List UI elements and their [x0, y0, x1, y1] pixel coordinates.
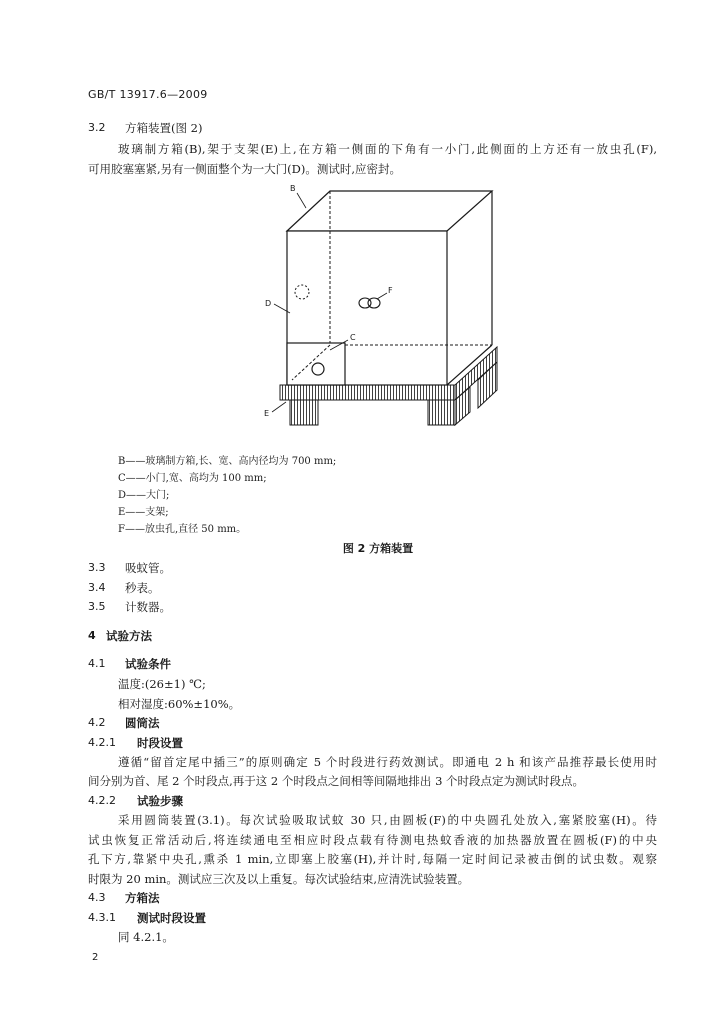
box-top-face [287, 191, 492, 231]
clause-title-3-3: 吸蚊管。 [125, 561, 171, 575]
clause-number-3-5: 3.5 [88, 600, 106, 613]
stand-left-leg [290, 400, 318, 425]
label-c: C [350, 333, 356, 342]
clause-title-4-3-1: 测试时段设置 [137, 911, 206, 925]
paragraph-line: 玻璃制方箱(B),架于支架(E)上,在方箱一侧面的下角有一小门,此侧面的上方还有一放虫孔(F), [118, 142, 657, 156]
paragraph-line: 采用圆筒装置(3.1)。每次试验吸取试蚊 30 只,由圆板(F)的中央圆孔处放入,塞紧胶塞(H)。待 [118, 813, 657, 827]
chapter-title-4: 试验方法 [106, 629, 152, 643]
standard-code-header: GB/T 13917.6—2009 [88, 88, 208, 101]
page-number: 2 [92, 952, 99, 963]
paragraph-line: 试虫恢复正常活动后,将连续通电至相应时段点载有待测电热蚊香液的加热器放置在圆板(F)的中央 [88, 833, 657, 847]
figure-legend-item: B——玻璃制方箱,长、宽、高内径均为 700 mm; [118, 456, 337, 467]
condition-humidity: 相对湿度:60%±10%。 [118, 697, 241, 711]
stand-right-leg [428, 400, 455, 425]
clause-number-3-3: 3.3 [88, 561, 106, 574]
clause-title-4-2: 圆筒法 [125, 716, 160, 730]
paragraph-line: 遵循“留首定尾中插三”的原则确定 5 个时段进行药效测试。即通电 2 h 和该产品推荐最长使用时 [118, 755, 657, 769]
paragraph-line: 同 4.2.1。 [118, 930, 174, 944]
figure-legend-item: C——小门,宽、高均为 100 mm; [118, 473, 267, 484]
paragraph-line: 时限为 20 min。测试应三次及以上重复。每次试验结束,应清洗试验装置。 [88, 872, 470, 886]
figure-legend-item: F——放虫孔,直径 50 mm。 [118, 524, 247, 535]
label-e: E [264, 409, 270, 418]
chapter-number-4: 4 [88, 629, 96, 642]
label-f: F [388, 286, 393, 295]
clause-number-4-3: 4.3 [88, 891, 106, 904]
leader-line-e [272, 402, 286, 412]
paragraph-line: 可用胶塞塞紧,另有一侧面整个为一大门(D)。测试时,应密封。 [88, 162, 402, 176]
clause-number-4-2-1: 4.2.1 [88, 736, 116, 749]
label-d: D [265, 299, 272, 308]
label-b: B [290, 184, 296, 193]
clause-title-3-2: 方箱装置(图 2) [125, 121, 203, 135]
small-door-knob [312, 363, 324, 375]
clause-number-3-2: 3.2 [88, 121, 106, 134]
clause-number-4-1: 4.1 [88, 657, 106, 670]
figure-caption: 图 2 方箱装置 [342, 542, 414, 555]
stand-front-beam [280, 385, 455, 400]
figure-2-box-apparatus [255, 180, 505, 435]
paragraph-line: 孔下方,靠紧中央孔,熏杀 1 min,立即塞上胶塞(H),并计时,每隔一定时间记录被击倒的试虫数。观察 [88, 852, 657, 866]
clause-title-4-2-2: 试验步骤 [137, 794, 183, 808]
clause-title-3-5: 计数器。 [125, 600, 171, 614]
figure-legend-item: D——大门; [118, 490, 170, 501]
paragraph-line: 间分别为首、尾 2 个时段点,再于这 2 个时段点之间相等间隔地排出 3 个时段点定为测试时段点。 [88, 774, 585, 788]
clause-title-3-4: 秒表。 [125, 581, 160, 595]
clause-number-3-4: 3.4 [88, 581, 106, 594]
clause-title-4-2-1: 时段设置 [137, 736, 183, 750]
clause-title-4-3: 方箱法 [125, 891, 160, 905]
figure-legend-item: E——支架; [118, 507, 169, 518]
leader-line-b [297, 193, 306, 208]
condition-temperature: 温度:(26±1) ℃; [118, 677, 206, 691]
clause-number-4-2: 4.2 [88, 716, 106, 729]
clause-title-4-1: 试验条件 [125, 657, 171, 671]
clause-number-4-3-1: 4.3.1 [88, 911, 116, 924]
clause-number-4-2-2: 4.2.2 [88, 794, 116, 807]
